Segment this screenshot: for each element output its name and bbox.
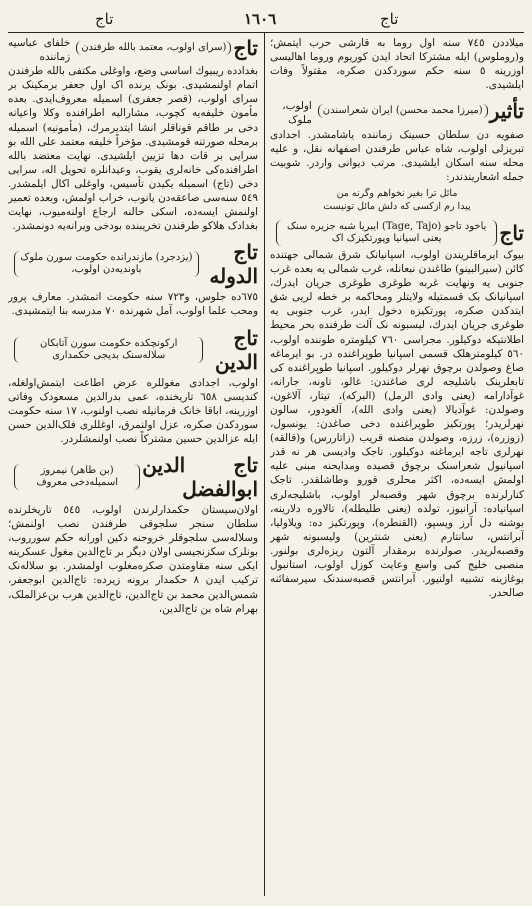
- right-column: [270, 36, 524, 892]
- entry-taj-palace: [8, 36, 258, 233]
- entry-body: بیوک ایرماقلریندن اولوب، اسپانیانک شرق شمالی جهتنده کائن (سیرالبینو) طاغندن نبعانله، غرب شمالی یه بعده غرب جنوبی یه ونهایت غربه طوغری طوغری جریان ایدرك، اسپانیانک بک قسمتیله ولایتلر ومحاکمه بر خطه لریی شق ایتدکدن صکره، پورتکیزه دخول ایدر، غرب جنوبی یه طوغری جریان ایدرك، لیسبونه نک آلت طرفنده بحر محیط اطلانتیکه دوکیلور. مجراسی ٧٦٠ کیلومتره طوننده اولوب، ٥٦٠ کیلومترهلک قسمی اسپانیا طوپراغنده در. بو ایرماغه صاغ وصولدن برچوق نهرلر دوکیلور. اسپانیا طوپراغنده کی تابعلرینک باشلیجه لری صاغندن: غالو، تاونه، جارانه، غوآدارامه (یعنی وادی الرمل) (البرکه)، تیتار، آلاغون، وصولدن: غوآدیالا (یعنی وادی الله)، آلغودور، سالون نهرلریدر؛ پورتکیز طوپراغنده دخی صاغدن: یونسول، (زوزره)، زرزه، وصولدن منصنه قریب (زاتاررس) و(قالقه) نهرلری تاجه ایرماغنه دوکیلور. تاجک وادیسی هر نه قدر اسپانیول شعراسنک برچوق قصیده ومدایحنه مبنی علیه اولمش ایسه‌ده، اکثر محلری قورو وطاشلقدر. تاجک کنارلرنده برچوق شهر وقصبه‌لر اولوب، باشلیجه‌لری اسپانیاده: آرانیوز، تولده (یعنی طلیطله)، تالاوره دلارینه، بوشنه دل آرز ویسپو، (القنطره)، وپورتکیز ده: ویلاولیا، آبرانتس، سانتارم (یعنی شنترین) ولیسبونه شهر وقصبه‌لریدر. صولرنده برمقدار آلتون ریزه‌لری بولنور. منصبی خلیج کبی واسع وعایت کوزل اولوب، استانبول بوغازینه تشبیه اولنیور. آبرانتس قصبه‌سندنک سیرسفائنه صالحدر.: [270, 248, 524, 600]
- verse-line: پیدا رم ازکسی که دلش مائل تونیست: [323, 200, 471, 212]
- running-head-left: تاج: [95, 10, 114, 28]
- continued-entry: [270, 36, 524, 92]
- entry-body: خلفای عباسیه زماننده بغدادده ریبیوك اساسی وضع، واوغلی مکتفی بالله طرفندن اتمام اولنمشیدی. بونک یرنده اک اول جعفر برمکینک بر سرای اولوب، (قصر جعفری) اسمیله معروف‌ایدی. بعده مأمون خلیفه‌یه کچوب، مشارالیه اطرافنده وکلا واعیانه دخی بر طاقم قوناقلر انشا ایتدیرمرك، (مأمونیه) اسمیله برمحله صورتنه قومشیدی. مؤخراً خلیفه معتمد علی الله بو سرایی بر قات دها تزیین ایلشیدی. نهایت معتضد بالله اطرافنده‌کی خانه‌لری یقوب، وعیدانلره تحویل اله، سرایی دخی (تاج) اسمیله یکیدن تأسیس، واوغلی اکال ایلمشدر. ٥٤٩ سنه‌سی صاعقه‌دن یانوب، خراب اولمش، وبعده تعمیر اولنمش ایسه‌ده، اسکی حالنه ارجاع اولنه‌میوب، نهایت بغدادک هلاکو طرفندن تخریبنده بودخی ویرانه‌یه دونمشدر.: [8, 37, 258, 233]
- left-column: [8, 36, 258, 892]
- headword: تاج الدین: [215, 325, 258, 374]
- entry-tajo-river: [270, 220, 524, 600]
- entry-taj-al-din: [8, 326, 258, 446]
- headword: تاج الدوله: [209, 240, 258, 289]
- entry-body: میلاددن ٧٤٥ سنه اول روما به قارشی حرب ایتمش؛ و(روملوس) ایله مشترکا اتحاد ایدن کوریوم وروما اهالیسی اوزرینه ٥ سنه حکم سوردکدن صکره، مقتولاً وفات ایلشیدی.: [270, 37, 524, 92]
- entry-head: [14, 326, 258, 374]
- headword-label: (یزدجرد) مازندرانده حکومت سورن ملوک باوندیه‌دن اولوب،: [14, 251, 199, 277]
- header-rule: [8, 32, 524, 33]
- running-head-right: تاج: [380, 10, 399, 28]
- entry-body: اولوب، ملوک صفویه دن سلطان حسینک زماننده یاشامشدر. اجدادی تبریزلی اولوب، شاه عباس طرفندن اصفهانه نقل، و علیه محله سنه اسکان ایلشیدی. مرتب دیوانی واردر. شوبیت جمله اشعاریندندر:: [270, 100, 524, 183]
- verse-couplet: [270, 187, 524, 213]
- headword: تاج الدین ابوالفضل: [142, 452, 258, 501]
- entry-taj-al-din-abulfazl: [8, 453, 258, 616]
- entry-head: [318, 99, 524, 123]
- page-number: ١٦٠٦: [244, 10, 277, 28]
- entry-body: اولان‌سیستان حکمدارلرندن اولوب، ٥٤٥ تاریخلرنده سلطان سنجر سلجوقی طرفندن نصب اولنمش؛ وسلاله‌سی سلجوقلر خروجنه دکین اورانه حکم سورروب، بونلرک سکزنجیسی اولان دیگر بر تاج‌الدین مغول عسکرینه ایکی سنه مقاومتدن صکره‌مغلوب اولمشدر. بو سلاله‌نک ترکیب ایدن ٨ حکمدار برونه زیرده: تاج‌الدین ابوجعفر، شمس‌الدین محمد بن تاج‌الدین، تاج‌الدین هرب بن‌عزالملک، بهرام شاه بن تاج‌الدین،: [8, 503, 258, 615]
- headword-label: ارکونچکده حکومت سورن آتابکان سلاله‌سنک بدیجی حکمداری: [14, 337, 203, 363]
- column-divider: [264, 32, 265, 896]
- entry-head: [76, 36, 258, 60]
- entry-head: [14, 453, 258, 501]
- entry-body: اولوب، اجدادی مغوللره عرض اطاعت ایتمش‌اولغله، کندیسی ٦٥٨ تاریخنده، عمی بدرالدین مسعودک وفاتی اوزرینه، اباقا خانک فرمانیله نصب اولنوب، ١٧ سنه حکومت سوردکدن صکره، عزل اولنمرق، اوغللری فلک‌الدین حسن ایله عزالدین حسین مشترکاً نصب اولنمشلردر.: [8, 376, 258, 445]
- entry-taj-al-dawla: [8, 240, 258, 318]
- headword: تأثیر: [489, 99, 524, 124]
- entry-tasir: [270, 99, 524, 213]
- entry-head: [14, 240, 258, 288]
- headword-label: یاخود تاجو (Tage, Tajo) ایبریا شبه جزیره سنک یعنی اسپانیا وپورتکیزک اک: [276, 220, 497, 246]
- verse-line: مائل ترا بغیر نخواهم وگرنه من: [336, 187, 458, 199]
- headword-label: (سرای اولوب، معتمد بالله طرفندن: [76, 41, 231, 55]
- headword: تاج: [233, 36, 258, 60]
- headword-label: (بن طاهر) نیمروز اسمیله‌دخی معروف: [14, 464, 140, 490]
- headword: تاج: [499, 220, 524, 245]
- headword-label: (میرزا محمد محسن) ایران شعراسندن: [318, 104, 488, 118]
- entry-body: ٦٧٥ده جلوس، و٧٢٣ سنه حکومت اتمشدر. معارف پرور ومحب علما اولوب، آمل شهرنده ٧٠ مدرسه بنا ایتمشیدی.: [8, 291, 258, 318]
- entry-head: [276, 220, 524, 246]
- page-header: [0, 0, 532, 34]
